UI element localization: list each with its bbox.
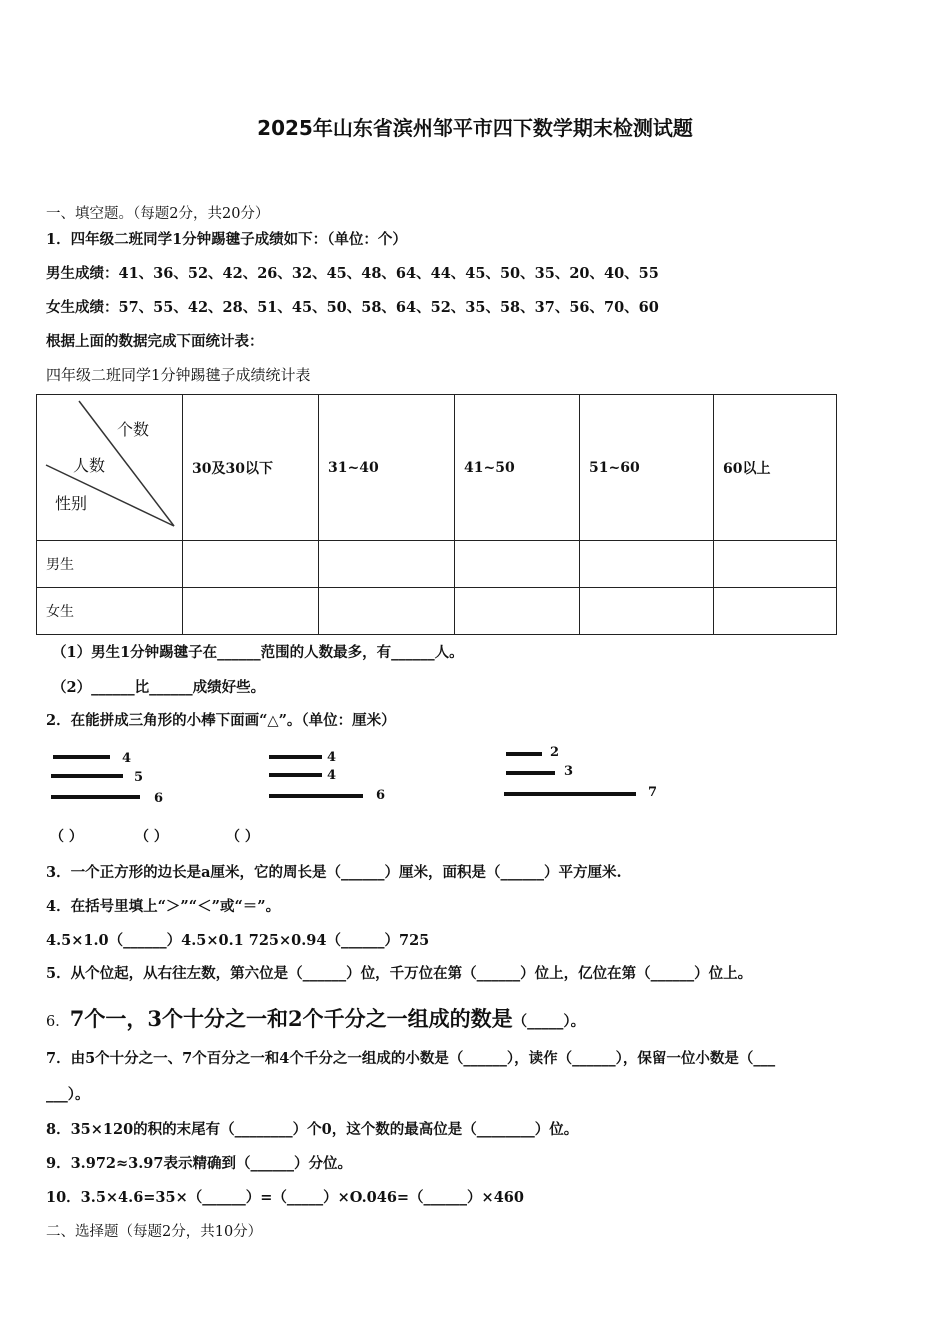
q6-number: 6． [46,1014,70,1030]
stick [51,795,140,799]
stick [504,792,636,796]
q1-girls-scores: 女生成绩：57、55、42、28、51、45、50、58、64、52、35、58、37、56、70、60 [46,299,659,316]
table-cell[interactable] [580,588,714,635]
answer-parentheses[interactable]: （ ） [135,829,168,845]
stick-length: 4 [327,768,337,783]
answer-parentheses[interactable]: （ ） [50,829,83,845]
q7-line1: 7．由5个十分之一、7个百分之一和4个千分之一组成的小数是（______），读作（______），保留一位小数是（___ [46,1050,776,1067]
q9: 9．3.972≈3.97表示精确到（______）分位。 [46,1155,352,1172]
table-cell[interactable] [319,541,455,588]
corner-label-people: 人数 [73,456,106,475]
stick-length: 7 [648,785,658,800]
stick-length: 3 [564,764,574,779]
section-1-heading: 一、填空题。（每题2分，共20分） [46,206,270,222]
table-cell[interactable] [455,588,580,635]
stick-length: 4 [327,750,337,765]
stick-length: 5 [134,770,144,785]
stats-table [36,394,837,635]
stick [269,773,322,777]
stick-length: 6 [376,788,386,803]
q2-stem: 2．在能拼成三角形的小棒下面画“△”。（单位：厘米） [46,712,396,729]
stick [269,755,322,759]
answer-parentheses[interactable]: （ ） [226,829,259,845]
stick-length: 6 [154,791,164,806]
row-label: 男生 [37,541,183,588]
column-header: 30及30以下 [183,395,319,541]
q1-stem: 1．四年级二班同学1分钟踢毽子成绩如下：（单位：个） [46,231,407,248]
q1-sub2: （2）______比______成绩好些。 [52,679,266,696]
column-header: 31~40 [319,395,455,541]
diagonal-lines [37,395,182,540]
q1-instruction: 根据上面的数据完成下面统计表： [46,333,264,350]
q3: 3．一个正方形的边长是a厘米，它的周长是（______）厘米，面积是（______）平方厘米. [46,864,622,881]
q6-text: 7个一，3个十分之一和2个千分之一组成的数是 [69,1006,513,1031]
stick [269,794,363,798]
q10: 10．3.5×4.6=35×（______）=（_____）×O.046=（______）×460 [46,1189,524,1206]
column-header: 60以上 [714,395,837,541]
q8: 8．35×120的积的末尾有（________）个0，这个数的最高位是（________）位。 [46,1121,579,1138]
stick-length: 4 [122,751,132,766]
q1-boys-scores: 男生成绩：41、36、52、42、26、32、45、48、64、44、45、50、35、20、40、55 [46,265,659,282]
q6 [46,1003,585,1033]
section-2-heading: 二、选择题（每题2分，共10分） [46,1224,263,1240]
column-header: 51~60 [580,395,714,541]
q6-blank: （_____）。 [512,1013,586,1030]
corner-label-count: 个数 [117,420,150,439]
column-header: 41~50 [455,395,580,541]
q4-items: 4.5×1.0（______）4.5×0.1 725×0.94（______）725 [46,932,430,949]
table-row [37,541,837,588]
stick [51,774,123,778]
q1-sub1: （1）男生1分钟踢毽子在______范围的人数最多，有______人。 [52,644,464,661]
corner-label-gender: 性别 [55,494,88,513]
table-header-row [37,395,837,541]
stick [53,755,110,759]
table-cell[interactable] [183,541,319,588]
table-caption: 四年级二班同学1分钟踢毽子成绩统计表 [46,366,311,384]
stick [506,752,542,756]
table-cell[interactable] [183,588,319,635]
table-row [37,588,837,635]
q7-line2: ___）。 [46,1086,90,1103]
q5: 5．从个位起，从右往左数，第六位是（______）位，千万位在第（______）位上，亿位在第（______）位上。 [46,965,753,982]
row-label: 女生 [37,588,183,635]
page-title: 2025年山东省滨州邹平市四下数学期末检测试题 [257,116,693,140]
table-cell[interactable] [714,541,837,588]
diagonal-header-cell [37,395,183,541]
table-cell[interactable] [455,541,580,588]
stick-length: 2 [550,745,560,760]
table-cell[interactable] [319,588,455,635]
q4-stem: 4．在括号里填上“＞”“＜”或“＝”。 [46,898,281,915]
table-cell[interactable] [714,588,837,635]
stick [506,771,555,775]
table-cell[interactable] [580,541,714,588]
